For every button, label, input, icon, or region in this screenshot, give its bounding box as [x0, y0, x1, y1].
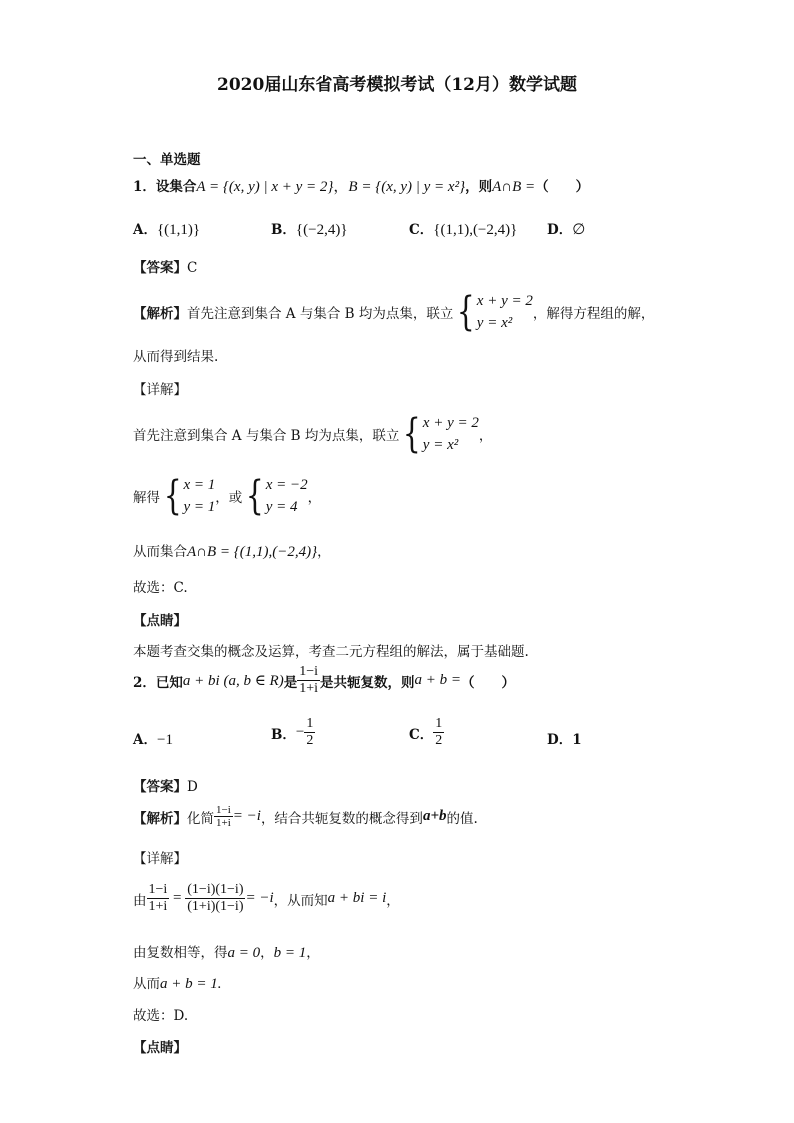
- q2-expr: a + bi (a, b ∈ R): [182, 673, 284, 689]
- q1-analysis-end: ，解得方程组的解，: [532, 306, 655, 322]
- q1-comment-tag: 【点睛】: [133, 613, 187, 629]
- q1-option-b-label: B．: [271, 222, 296, 238]
- q1-detail-text: 首先注意到集合 A 与集合 B 均为点集，联立: [133, 428, 400, 444]
- q2-sum: a + b = 1.: [160, 976, 222, 992]
- q2-option-d: [547, 728, 582, 748]
- q2-equal-line: [133, 941, 320, 962]
- q1-result-expr: A∩B = {(1,1),(−2,4)}: [187, 544, 318, 560]
- q2-ask: a + b =: [414, 672, 461, 688]
- q2-analysis-tag: 【解析】: [133, 810, 187, 827]
- q2-prefix: 2．已知: [133, 674, 183, 691]
- q1-solution-2: { x = −2 y = 4: [246, 473, 308, 519]
- q2-comment-tag: 【点睛】: [133, 1040, 187, 1056]
- q1-sol2-y: y = 4: [265, 499, 298, 515]
- q2-analysis-den: 1+i: [216, 817, 231, 829]
- q1-ask: A∩B =: [492, 179, 536, 195]
- q2-choose: 故选：D.: [133, 1008, 189, 1024]
- q1-comment: 本题考查交集的概念及运算，考查二元方程组的解法，属于基础题.: [133, 644, 529, 660]
- q2-option-b-den: 2: [306, 733, 314, 748]
- q2-option-b-num: 1: [306, 716, 314, 731]
- q2-option-c-den: 2: [435, 733, 443, 748]
- q2-analysis-ab: a+b: [422, 808, 447, 824]
- q1-set-a: A = {(x, y) | x + y = 2}: [196, 179, 334, 195]
- q2-equal-pre: 由复数相等，得: [133, 945, 228, 961]
- q2-option-b: [271, 716, 315, 749]
- q1-analysis-text: 首先注意到集合 A 与集合 B 均为点集，联立: [187, 306, 454, 322]
- q1-prefix: 1．设集合: [133, 179, 197, 195]
- q1-option-a: [133, 218, 200, 239]
- q1-option-d-value: ∅: [572, 222, 586, 238]
- q2-equal-sep: ，: [260, 945, 274, 961]
- q1-result-prefix: 从而集合: [133, 544, 187, 560]
- q2-option-a: [133, 728, 173, 749]
- q1-option-c-value: {(1,1),(−2,4)}: [433, 222, 518, 238]
- q1-solution-1: { x = 1 y = 1: [163, 473, 216, 519]
- q2-answer-tag: 【答案】: [133, 779, 187, 795]
- q2-equal-end: ，: [306, 945, 320, 961]
- q1-option-a-label: A．: [133, 222, 157, 238]
- q1-analysis-system: { x + y = 2 y = x²: [457, 289, 533, 335]
- q2-sum-pre: 从而: [133, 976, 160, 992]
- q1-analysis-eq2: y = x²: [476, 315, 513, 331]
- q2-equal-a: a = 0: [227, 945, 261, 961]
- q2-detail-num2: (1−i)(1−i): [187, 882, 244, 897]
- q2-mid: 是共轭复数，则: [320, 674, 415, 691]
- q1-option-c-label: C．: [409, 222, 434, 238]
- q2-answer-value: D: [187, 779, 198, 795]
- q2-detail-tag: 【详解】: [133, 851, 187, 867]
- q2-detail-fraction-1: [147, 882, 170, 915]
- q2-detail-num1: 1−i: [148, 882, 168, 897]
- q2-sum-line: [133, 972, 222, 993]
- q2-frac-num: 1−i: [299, 664, 318, 679]
- q2-analysis-num: 1−i: [216, 804, 231, 816]
- q1-answer: [133, 256, 197, 276]
- q1-option-d: [547, 218, 585, 239]
- question-2-stem: [133, 664, 515, 697]
- q2-detail-line: 由 $\frac{1-i}{1+i}$ = $\frac{(1-i)(1-i)}{(1+i)(1-i)}$ = −i ，从而知 a + bi = i ，: [133, 882, 400, 914]
- q2-option-a-label: A．: [133, 732, 157, 748]
- q1-option-b: [271, 218, 348, 239]
- q2-frac-den: 1+i: [299, 681, 318, 696]
- page-title: 2020届山东省高考模拟考试（12月）数学试题: [217, 75, 577, 95]
- q2-option-b-fraction: [304, 716, 315, 749]
- q1-solution-line: [133, 474, 321, 518]
- q2-detail-expr: a + bi = i: [327, 890, 387, 906]
- q1-comma2: ，: [307, 490, 322, 506]
- q1-or: ，或: [215, 490, 243, 506]
- q2-detail-den2: (1+i)(1−i): [187, 899, 244, 914]
- q1-sol2-x: x = −2: [265, 477, 308, 493]
- q2-analysis-eq: = −i: [232, 808, 261, 824]
- q1-option-b-value: {(−2,4)}: [295, 222, 348, 238]
- q1-choose: 故选：C.: [133, 580, 188, 596]
- q1-answer-value: C: [187, 260, 198, 276]
- q1-analysis: [133, 290, 654, 334]
- q1-analysis-tag: 【解析】: [133, 306, 187, 322]
- q2-is: 是: [283, 674, 298, 691]
- q1-set-b: B = {(x, y) | y = x²}: [348, 179, 466, 195]
- q1-analysis-eq1: x + y = 2: [476, 293, 533, 309]
- q1-result-end: ，: [317, 544, 331, 560]
- q2-analysis-pre: 化简: [187, 810, 214, 827]
- q1-detail-eq2: y = x²: [422, 437, 459, 453]
- q1-detail-comma: ，: [478, 428, 493, 444]
- section-heading: 一、单选题: [133, 152, 201, 168]
- q2-answer: [133, 775, 198, 795]
- q2-option-b-sign: −: [295, 724, 305, 740]
- q2-option-a-value: −1: [156, 732, 173, 748]
- q1-sol1-y: y = 1: [183, 499, 216, 515]
- q2-detail-pre: 由: [133, 892, 147, 909]
- q1-detail-line1: [133, 412, 492, 456]
- q2-analysis-text: ，结合共轭复数的概念得到: [260, 810, 423, 827]
- q1-result-line: [133, 540, 331, 561]
- q2-detail-end: ，: [386, 892, 400, 909]
- q2-option-d-label: D．: [547, 732, 573, 748]
- q2-option-c-label: C．: [409, 726, 434, 743]
- q2-analysis: [133, 804, 478, 829]
- q1-analysis-line2: 从而得到结果.: [133, 349, 219, 365]
- q2-analysis-end: 的值.: [446, 810, 478, 827]
- q1-sol1-x: x = 1: [183, 477, 216, 493]
- question-1-stem: 1．设集合A = {(x, y) | x + y = 2}，B = {(x, y) | y = x²}，则A∩B =（ ）: [133, 179, 590, 195]
- q2-equal-b: b = 1: [273, 945, 307, 961]
- q1-paren: （ ）: [535, 179, 590, 195]
- q2-option-c-fraction: [433, 716, 444, 749]
- q2-option-d-value: 1: [572, 732, 582, 748]
- q2-fraction: [297, 664, 320, 697]
- q2-option-b-label: B．: [271, 726, 296, 743]
- q1-mid: ，则: [465, 179, 493, 195]
- q1-option-a-value: {(1,1)}: [156, 222, 201, 238]
- q2-option-c-num: 1: [435, 716, 443, 731]
- q2-option-c: [409, 716, 444, 749]
- q1-answer-tag: 【答案】: [133, 260, 187, 276]
- q2-analysis-fraction: [214, 804, 233, 829]
- q1-detail-tag: 【详解】: [133, 382, 187, 398]
- q1-option-c: [409, 218, 517, 239]
- q1-detail-system: { x + y = 2 y = x²: [403, 411, 479, 457]
- q2-detail-den1: 1+i: [148, 899, 168, 914]
- q2-paren: （ ）: [461, 674, 515, 691]
- q2-detail-text: ，从而知: [273, 892, 328, 909]
- q2-detail-fraction-2: [185, 882, 245, 915]
- q2-detail-eq: = −i: [245, 890, 274, 906]
- q1-option-d-label: D．: [547, 222, 573, 238]
- q1-detail-eq1: x + y = 2: [422, 415, 479, 431]
- q1-solve-prefix: 解得: [133, 490, 160, 506]
